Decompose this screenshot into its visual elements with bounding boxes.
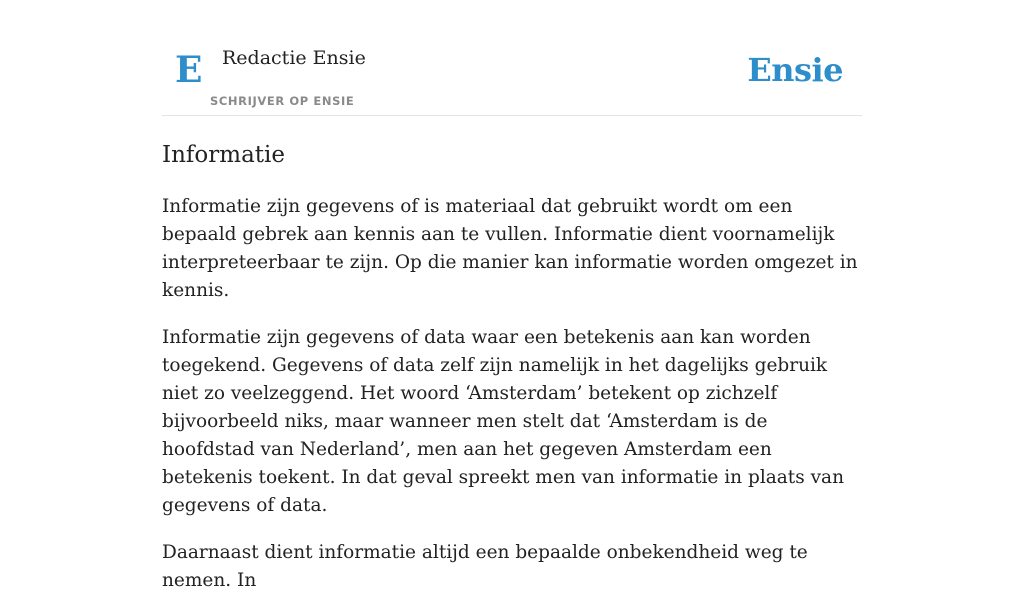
article-paragraph: Informatie zijn gegevens of is materiaal dat gebruikt wordt om een bepaald gebrek aan kennis aan te vullen. Informatie dient voornamelijk interpreteerbaar te zijn. Op die manier kan informatie worden omgezet in kennis. [162,196,858,301]
article-title: Informatie [162,142,285,168]
author-header [162,0,862,116]
article-paragraph: Informatie zijn gegevens of data waar een betekenis aan kan worden toegekend. Gegevens of data zelf zijn namelijk in het dagelijks gebruik niet zo veelzeggend. Het woord ‘Amsterdam’ betekent op zichzelf bijvoorbeeld niks, maar wanneer men stelt dat ‘Amsterdam is de hoofdstad van Nederland’, men aan het gegeven Amsterdam een betekenis toekent. In dat geval spreekt men van informatie in plaats van gegevens of data. [162,327,844,516]
author-name[interactable]: Redactie Ensie [222,47,366,69]
ensie-logo[interactable]: Ensie [747,51,843,89]
article-container [162,0,862,595]
author-avatar[interactable]: E [175,49,203,91]
author-role: SCHRIJVER OP ENSIE [210,94,355,108]
article-paragraph: Daarnaast dient informatie altijd een bepaalde onbekendheid weg te nemen. In [162,542,808,591]
